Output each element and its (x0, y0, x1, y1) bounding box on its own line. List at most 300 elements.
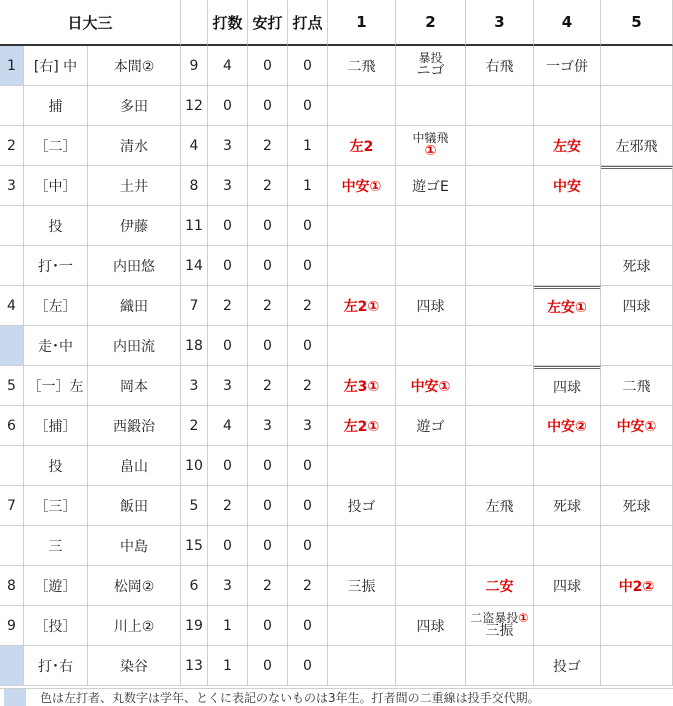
inning-header-label: 1 (356, 13, 367, 31)
stat-ab (208, 566, 248, 606)
position-value: 打･右 (38, 658, 73, 675)
inning-result (466, 326, 534, 366)
stat-rbi-value: 0 (303, 457, 312, 474)
inning-result-text: 四球 (416, 298, 445, 315)
inning-result (328, 246, 396, 286)
position-value: ［投］ (34, 618, 77, 635)
batting-order (0, 366, 24, 406)
stat-h (248, 126, 288, 166)
uniform-number (181, 246, 208, 286)
batting-order (0, 326, 24, 366)
number-header (181, 0, 208, 46)
inning-result (601, 206, 673, 246)
stat-ab-value: 0 (223, 457, 232, 474)
inning-result (328, 646, 396, 686)
player-name-value: 本間② (113, 58, 155, 75)
inning-result (466, 126, 534, 166)
inning-result (534, 366, 601, 406)
inning-result (601, 126, 673, 166)
batting-order (0, 286, 24, 326)
stat-ab (208, 126, 248, 166)
inning-result (601, 86, 673, 126)
inning-result-text: 死球 (622, 258, 651, 275)
stat-rbi-value: 0 (303, 217, 312, 234)
stat-ab (208, 86, 248, 126)
stat-rbi-value: 2 (303, 377, 312, 394)
inning-result (396, 166, 466, 206)
uniform-number (181, 366, 208, 406)
uniform-number (181, 526, 208, 566)
inning-result (601, 406, 673, 446)
batting-order (0, 166, 24, 206)
uniform-number-value: 19 (185, 617, 203, 634)
stat-rbi-value: 1 (303, 137, 312, 154)
stat-h (248, 86, 288, 126)
position (24, 126, 88, 166)
player-name (88, 446, 181, 486)
batting-order-value: 6 (7, 417, 16, 434)
stat-ab (208, 446, 248, 486)
inning-result-text: 二安 (485, 578, 514, 595)
inning-result-text: 中犠飛 (412, 130, 449, 145)
inning-result (466, 526, 534, 566)
batting-order-value: 9 (7, 617, 16, 634)
inning-result (466, 566, 534, 606)
stat-h (248, 166, 288, 206)
inning-header-label: 2 (425, 13, 436, 31)
inning-result (534, 446, 601, 486)
inning-result (328, 326, 396, 366)
stat-ab-value: 4 (223, 417, 232, 434)
position (24, 286, 88, 326)
uniform-number-value: 15 (185, 537, 203, 554)
inning-result (466, 246, 534, 286)
stat-ab (208, 526, 248, 566)
stat-ab-value: 2 (223, 497, 232, 514)
batting-order-value: 3 (7, 177, 16, 194)
inning-result (601, 646, 673, 686)
uniform-number-value: 3 (189, 377, 199, 394)
inning-result (534, 166, 601, 206)
inning-result-text: 遊ゴ (416, 418, 445, 435)
batting-order (0, 126, 24, 166)
player-name (88, 486, 181, 526)
stat-h-value: 0 (263, 337, 272, 354)
stat-rbi (288, 326, 328, 366)
inning-result-text: 左3① (343, 378, 380, 395)
uniform-number-value: 2 (189, 417, 199, 434)
inning-result-text: 四球 (553, 578, 581, 595)
position (24, 166, 88, 206)
inning-header (466, 0, 534, 46)
stat-rbi (288, 526, 328, 566)
inning-result-line2: ニゴ (416, 63, 445, 80)
inning-result (466, 286, 534, 326)
stat-h (248, 526, 288, 566)
inning-result (328, 286, 396, 326)
stat-h-value: 3 (263, 417, 272, 434)
player-name-value: 中島 (120, 538, 148, 555)
position-value: 三 (48, 538, 63, 555)
inning-result (328, 406, 396, 446)
inning-result (534, 646, 601, 686)
stat-header (248, 0, 288, 46)
inning-result-text: 投ゴ (553, 658, 581, 675)
stat-rbi-value: 3 (303, 417, 312, 434)
position (24, 246, 88, 286)
inning-result-text: 投ゴ (347, 498, 376, 515)
stat-h (248, 646, 288, 686)
stat-ab-value: 3 (223, 577, 232, 594)
inning-result (601, 606, 673, 646)
player-name (88, 606, 181, 646)
uniform-number (181, 86, 208, 126)
inning-result (534, 246, 601, 286)
player-name-value: 清水 (120, 138, 148, 155)
uniform-number (181, 326, 208, 366)
stat-rbi (288, 486, 328, 526)
stat-ab-value: 1 (223, 617, 232, 634)
stat-rbi-value: 0 (303, 57, 312, 74)
player-name-value: 岡本 (120, 378, 148, 395)
inning-result (466, 606, 534, 646)
stat-h (248, 326, 288, 366)
player-name (88, 126, 181, 166)
stat-h-value: 2 (263, 137, 272, 154)
inning-header (534, 0, 601, 46)
inning-result (328, 606, 396, 646)
inning-result-text: 三振 (347, 578, 376, 595)
inning-result (396, 406, 466, 446)
inning-result (396, 446, 466, 486)
stat-ab (208, 486, 248, 526)
batting-order-value: 2 (7, 137, 16, 154)
inning-result-text: 中安① (616, 418, 657, 435)
stat-h (248, 566, 288, 606)
inning-result (534, 126, 601, 166)
stat-rbi (288, 566, 328, 606)
stat-rbi-value: 0 (303, 97, 312, 114)
stat-h (248, 366, 288, 406)
inning-result (534, 566, 601, 606)
stat-h (248, 446, 288, 486)
player-name-value: 畠山 (120, 458, 148, 475)
inning-result (466, 446, 534, 486)
team-header (0, 0, 181, 46)
position-value: ［二］ (34, 138, 77, 155)
stat-ab-value: 0 (223, 337, 232, 354)
batting-order (0, 246, 24, 286)
stat-rbi-value: 1 (303, 177, 312, 194)
inning-result-text: 中2② (618, 578, 655, 595)
inning-result (601, 326, 673, 366)
stat-rbi (288, 286, 328, 326)
inning-result-text: 中安① (410, 378, 451, 395)
player-name-value: 川上② (113, 618, 155, 635)
stat-rbi (288, 206, 328, 246)
stat-header-label: 打数 (212, 13, 243, 32)
inning-result (534, 286, 601, 326)
inning-result (396, 46, 466, 86)
inning-result (328, 566, 396, 606)
stat-rbi-value: 0 (303, 617, 312, 634)
player-name-value: 松岡② (113, 578, 155, 595)
inning-result-text: 四球 (416, 618, 445, 635)
stat-rbi-value: 0 (303, 537, 312, 554)
inning-header-label: 3 (494, 13, 505, 31)
player-name-value: 織田 (120, 298, 148, 315)
inning-result (466, 166, 534, 206)
inning-result-text: 二飛 (347, 58, 376, 75)
stat-h-value: 2 (263, 377, 272, 394)
batting-order (0, 606, 24, 646)
stat-ab-value: 4 (223, 57, 232, 74)
stat-ab-value: 0 (223, 537, 232, 554)
inning-result (534, 86, 601, 126)
stat-rbi-value: 0 (303, 497, 312, 514)
stat-rbi-value: 0 (303, 257, 312, 274)
stat-h (248, 286, 288, 326)
inning-result (328, 206, 396, 246)
stat-h (248, 246, 288, 286)
stat-h (248, 46, 288, 86)
inning-result-line2: ① (424, 143, 437, 160)
position-value: 投 (48, 218, 63, 235)
position-value: ［左］ (34, 298, 77, 315)
player-name (88, 326, 181, 366)
uniform-number (181, 166, 208, 206)
position (24, 326, 88, 366)
uniform-number-value: 13 (185, 657, 203, 674)
stat-ab-value: 1 (223, 657, 232, 674)
inning-result (534, 606, 601, 646)
stat-ab-value: 3 (223, 137, 232, 154)
inning-result (328, 166, 396, 206)
stat-rbi (288, 166, 328, 206)
inning-result (466, 646, 534, 686)
stat-header (288, 0, 328, 46)
player-name (88, 206, 181, 246)
inning-result (396, 486, 466, 526)
stat-header-label: 打点 (292, 13, 323, 32)
batting-order (0, 486, 24, 526)
player-name (88, 566, 181, 606)
stat-h-value: 0 (263, 497, 272, 514)
stat-header-label: 安打 (252, 13, 283, 32)
inning-result (601, 486, 673, 526)
inning-result (466, 46, 534, 86)
inning-result-text: 四球 (553, 380, 581, 396)
batting-order-value: 4 (7, 297, 16, 314)
player-name-value: 内田流 (113, 338, 155, 355)
player-name-value: 染谷 (120, 658, 148, 675)
inning-result (396, 126, 466, 166)
stat-ab-value: 3 (223, 177, 232, 194)
position-value: ［捕］ (34, 418, 77, 435)
inning-result (396, 526, 466, 566)
position (24, 566, 88, 606)
uniform-number-value: 7 (189, 297, 199, 314)
player-name (88, 526, 181, 566)
inning-result-text: 四球 (622, 298, 651, 315)
inning-result (396, 606, 466, 646)
position-value: 打･一 (38, 258, 73, 275)
inning-result (601, 446, 673, 486)
batting-order (0, 446, 24, 486)
stat-h-value: 0 (263, 617, 272, 634)
stat-rbi-value: 2 (303, 577, 312, 594)
stat-ab (208, 286, 248, 326)
position-value: 投 (48, 458, 63, 475)
position-value: ［三］ (34, 498, 77, 515)
stat-rbi-value: 0 (303, 337, 312, 354)
inning-result-text: 二盗暴投 (470, 610, 519, 625)
uniform-number-value: 11 (185, 217, 203, 234)
player-name-value: 内田悠 (113, 258, 155, 275)
position (24, 526, 88, 566)
batting-order (0, 46, 24, 86)
inning-result-text: 中安② (547, 418, 587, 435)
uniform-number-value: 12 (185, 97, 203, 114)
uniform-number (181, 446, 208, 486)
batting-order-value: 8 (7, 577, 16, 594)
stat-rbi (288, 246, 328, 286)
stat-rbi (288, 126, 328, 166)
position (24, 46, 88, 86)
stat-h-value: 0 (263, 657, 272, 674)
uniform-number-value: 8 (189, 177, 199, 194)
inning-header (396, 0, 466, 46)
stat-ab-value: 0 (223, 217, 232, 234)
stat-h-value: 0 (263, 97, 272, 114)
stat-ab-value: 3 (223, 377, 232, 394)
uniform-number (181, 646, 208, 686)
stat-ab (208, 246, 248, 286)
position (24, 366, 88, 406)
uniform-number (181, 46, 208, 86)
stat-ab-value: 0 (223, 257, 232, 274)
uniform-number-value: 14 (185, 257, 203, 274)
inning-result-text: 二飛 (622, 378, 651, 395)
inning-result (328, 366, 396, 406)
inning-result (328, 126, 396, 166)
uniform-number (181, 566, 208, 606)
inning-result (328, 86, 396, 126)
player-name (88, 646, 181, 686)
inning-result (396, 366, 466, 406)
stat-header (208, 0, 248, 46)
stat-h-value: 0 (263, 217, 272, 234)
inning-header (601, 0, 673, 46)
position-value: 捕 (48, 98, 63, 115)
inning-header-label: 4 (561, 13, 573, 31)
stat-h-value: 0 (263, 457, 272, 474)
uniform-number (181, 126, 208, 166)
inning-result (466, 206, 534, 246)
player-name-value: 多田 (120, 98, 148, 115)
inning-result-text: 中安① (341, 178, 382, 195)
batting-order-value: 7 (7, 497, 16, 514)
inning-result (534, 46, 601, 86)
footer-note (0, 688, 673, 706)
inning-result (328, 486, 396, 526)
inning-result-text: 右飛 (485, 58, 514, 75)
position (24, 646, 88, 686)
inning-result-text: 左安① (547, 300, 587, 316)
position-value: ［遊］ (34, 578, 77, 595)
player-name-value: 飯田 (120, 498, 148, 515)
inning-result (396, 286, 466, 326)
footer-note-text: 色は左打者、丸数字は学年、とくに表記のないものは3年生。打者間の二重線は投手交代期。 (40, 691, 540, 705)
position (24, 86, 88, 126)
player-name (88, 406, 181, 446)
stat-ab (208, 326, 248, 366)
inning-result-text: 暴投 (418, 50, 443, 65)
stat-h-value: 0 (263, 57, 272, 74)
inning-result-text: 左安 (553, 138, 581, 155)
inning-result (601, 166, 673, 206)
footer-legend-swatch (4, 689, 26, 706)
batting-order-value: 5 (7, 377, 16, 394)
inning-result (328, 46, 396, 86)
position-value: ［中］ (34, 178, 77, 195)
batting-order (0, 566, 24, 606)
inning-result (396, 246, 466, 286)
inning-result (466, 406, 534, 446)
player-name (88, 46, 181, 86)
inning-result (601, 246, 673, 286)
player-name (88, 286, 181, 326)
uniform-number-value: 5 (189, 497, 199, 514)
stat-h (248, 486, 288, 526)
stat-ab-value: 2 (223, 297, 232, 314)
stat-rbi-value: 0 (303, 657, 312, 674)
stat-rbi (288, 46, 328, 86)
uniform-number (181, 206, 208, 246)
inning-result-rbi-mark: ① (518, 610, 529, 625)
inning-result (396, 326, 466, 366)
stat-ab (208, 406, 248, 446)
uniform-number (181, 486, 208, 526)
player-name-value: 土井 (120, 178, 148, 195)
inning-result-line2: 三振 (485, 623, 514, 640)
stat-h-value: 2 (263, 177, 272, 194)
stat-ab-value: 0 (223, 97, 232, 114)
inning-result (534, 326, 601, 366)
inning-result (534, 206, 601, 246)
player-name (88, 366, 181, 406)
inning-result (534, 406, 601, 446)
inning-result (466, 86, 534, 126)
position (24, 606, 88, 646)
stat-ab (208, 206, 248, 246)
position (24, 486, 88, 526)
inning-result (328, 526, 396, 566)
player-name-value: 西鍛治 (113, 418, 155, 435)
stat-h-value: 2 (263, 297, 272, 314)
inning-result (396, 86, 466, 126)
batting-order (0, 646, 24, 686)
stat-rbi (288, 646, 328, 686)
inning-header (328, 0, 396, 46)
uniform-number-value: 4 (189, 137, 199, 154)
stat-h (248, 606, 288, 646)
stat-h-value: 2 (263, 577, 272, 594)
stat-h-value: 0 (263, 537, 272, 554)
stat-rbi-value: 2 (303, 297, 312, 314)
position (24, 446, 88, 486)
batting-order (0, 406, 24, 446)
